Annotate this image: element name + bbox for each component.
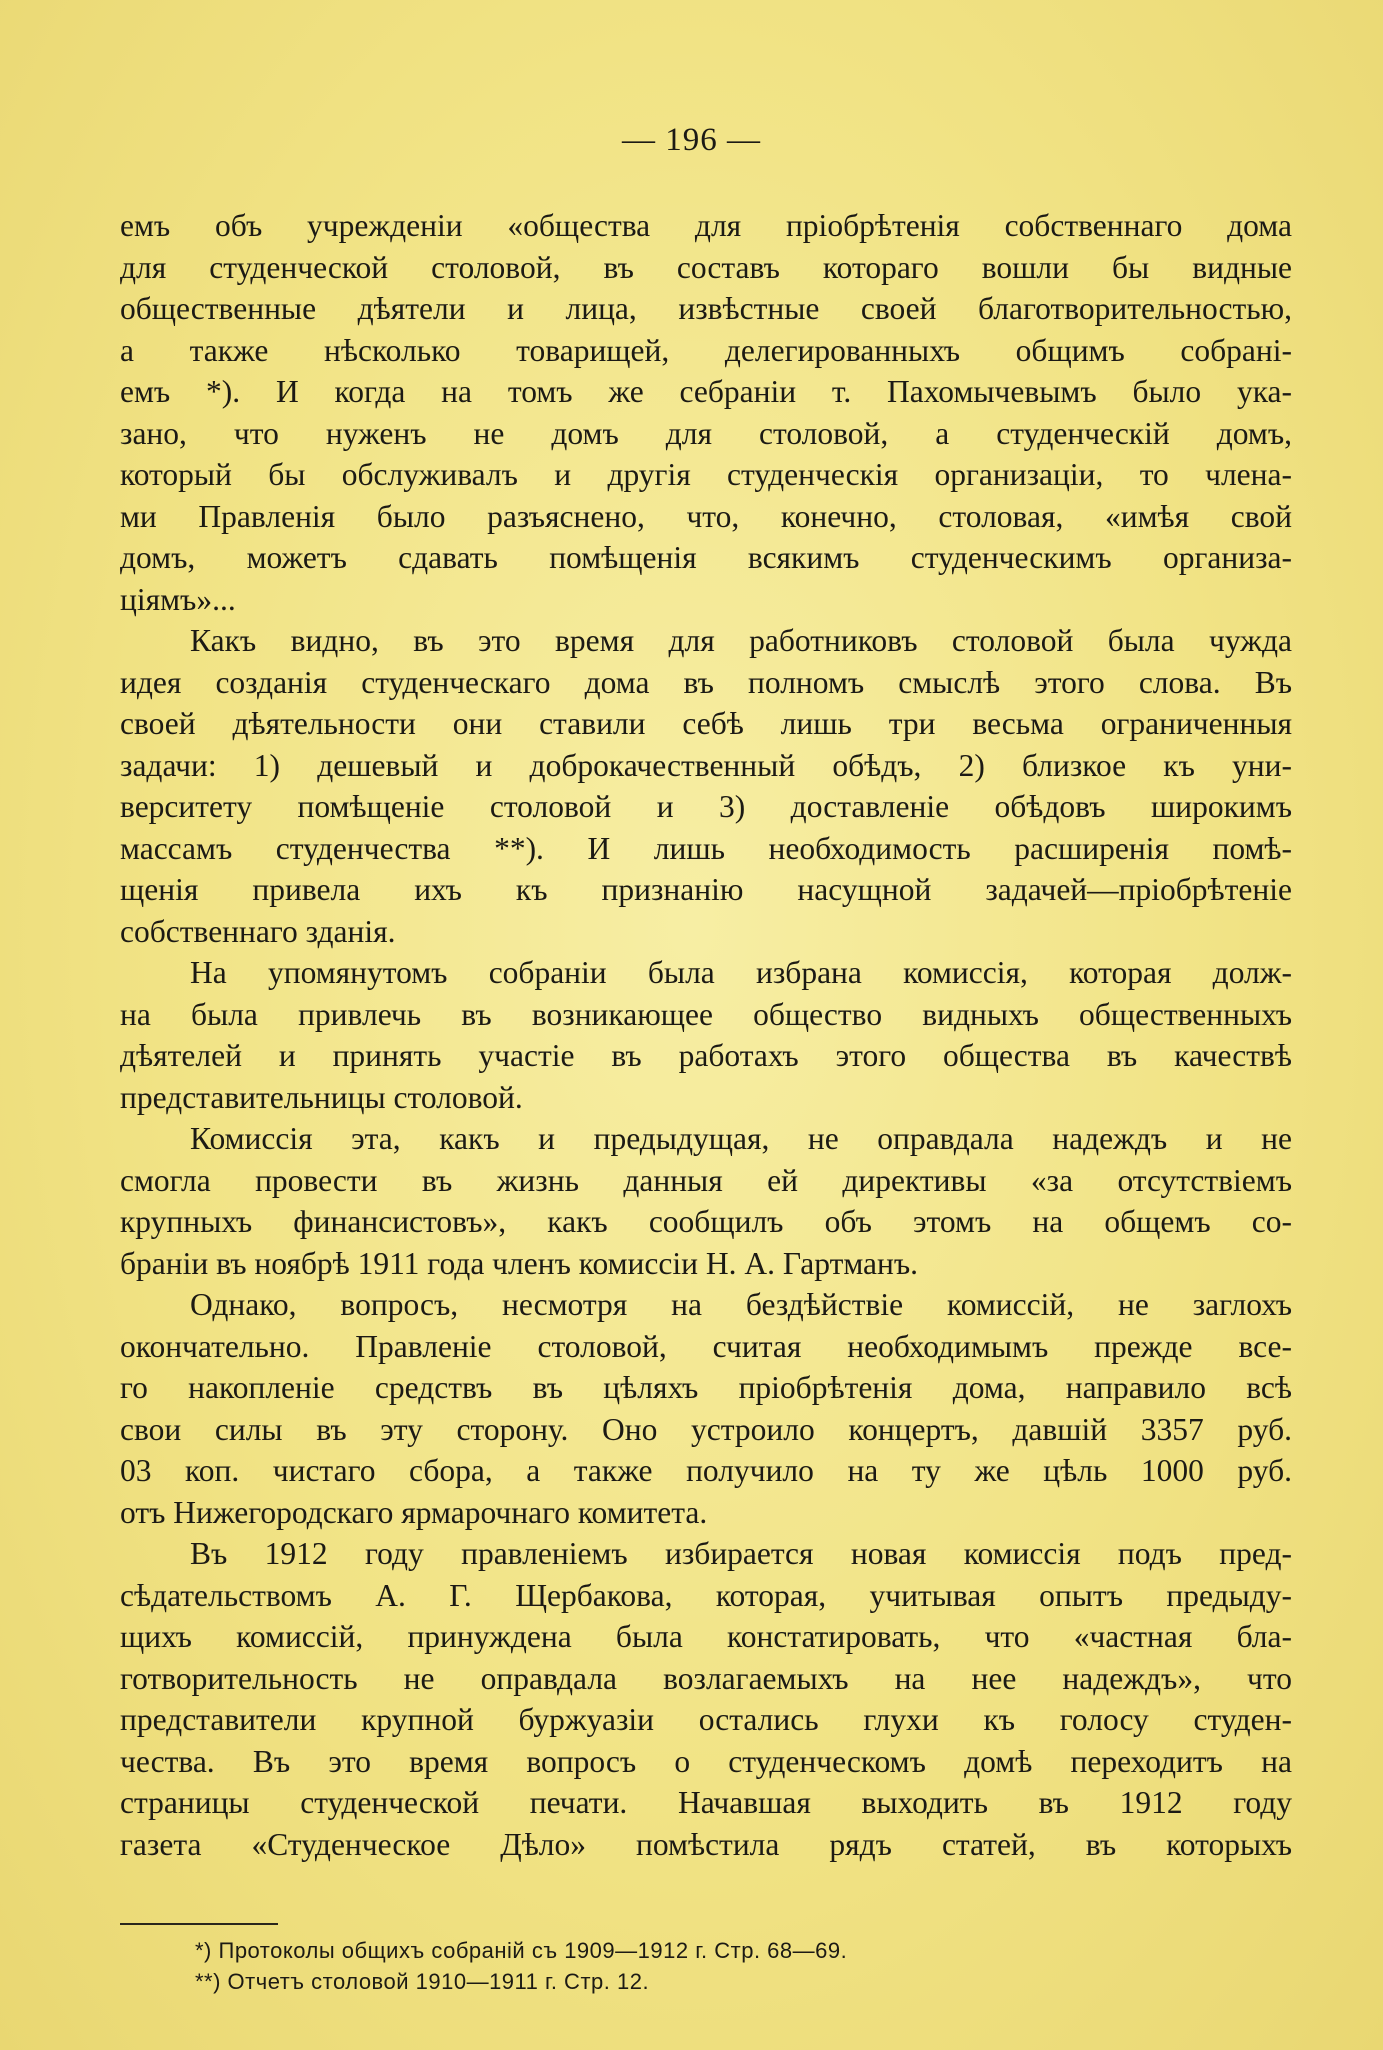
text-line: сѣдательствомъ А. Г. Щербакова, которая, учитывая опытъ предыду- [120,1577,1292,1613]
text-line: зано, что нуженъ не домъ для столовой, а студенческій домъ, [120,415,1292,451]
footnote-divider [120,1923,278,1925]
text-line: емъ *). И когда на томъ же себраніи т. Пахомычевымъ было ука- [120,374,1292,409]
text-line: ціямъ»... [120,581,236,617]
text-line: Въ 1912 году правленіемъ избирается новая комиссія подъ пред- [190,1536,1292,1571]
text-line: 03 коп. чистаго сбора, а также получило на ту же цѣль 1000 руб. [120,1453,1292,1488]
text-line: емъ объ учрежденіи «общества для пріобрѣтенія собственнаго дома [120,208,1292,243]
text-line: на была привлечь въ возникающее общество видныхъ общественныхъ [120,996,1292,1032]
page-number: — 196 — [622,122,761,158]
text-line: страницы студенческой печати. Начавшая выходить въ 1912 году [120,1785,1292,1820]
text-line: чества. Въ это время вопросъ о студенческомъ домѣ переходитъ на [120,1743,1292,1779]
text-line: собственнаго зданія. [120,913,396,949]
text-line: представители крупной буржуазіи остались глухи къ голосу студен- [120,1702,1292,1737]
body-text [120,205,1292,1865]
text-line: газета «Студенческое Дѣло» помѣстила рядъ статей, въ которыхъ [120,1826,1292,1862]
text-line: домъ, можетъ сдавать помѣщенія всякимъ студенческимъ организа- [120,540,1292,575]
text-line: задачи: 1) дешевый и доброкачественный обѣдъ, 2) близкое къ уни- [120,747,1292,783]
text-line: готворительность не оправдала возлагаемыхъ на нее надеждъ», что [120,1660,1292,1696]
footnote-1: *) Протоколы общихъ собраній съ 1909—1912 г. Стр. 68—69. [195,1938,848,1963]
text-line: Какъ видно, въ это время для работниковъ столовой была чужда [190,623,1292,658]
text-line: браніи въ ноябрѣ 1911 года членъ комиссіи Н. А. Гартманъ. [120,1245,919,1281]
text-line: для студенческой столовой, въ составъ котораго вошли бы видные [120,249,1292,285]
text-line: представительницы столовой. [120,1079,523,1115]
text-line: смогла провести въ жизнь данныя ей директивы «за отсутствіемъ [120,1162,1292,1198]
text-line: свои силы въ эту сторону. Оно устроило концертъ, давшій 3357 руб. [120,1411,1292,1447]
footnotes [195,1935,1195,1997]
text-line: Комиссія эта, какъ и предыдущая, не оправдала надеждъ и не [190,1121,1292,1156]
text-line: щихъ комиссій, принуждена была констатировать, что «частная бла- [120,1619,1292,1654]
text-line: крупныхъ финансистовъ», какъ сообщилъ объ этомъ на общемъ со- [120,1204,1292,1239]
footnote-2: **) Отчетъ столовой 1910—1911 г. Стр. 12. [195,1969,650,1994]
text-line: общественные дѣятели и лица, извѣстные своей благотворительностью, [120,291,1292,326]
text-line: щенія привела ихъ къ признанію насущной задачей—пріобрѣтеніе [120,872,1292,907]
text-line: окончательно. Правленіе столовой, считая необходимымъ прежде все- [120,1328,1292,1364]
text-line: своей дѣятельности они ставили себѣ лишь три весьма ограниченныя [120,706,1292,741]
text-line: На упомянутомъ собраніи была избрана комиссія, которая долж- [190,955,1292,990]
text-line: массамъ студенчества **). И лишь необходимость расширенія помѣ- [120,830,1292,866]
text-line: го накопленіе средствъ въ цѣляхъ пріобрѣтенія дома, направило всѣ [120,1370,1292,1405]
text-line: ми Правленія было разъяснено, что, конечно, столовая, «имѣя свой [120,498,1292,534]
text-line: который бы обслуживалъ и другія студенческія организаціи, то члена- [120,457,1292,492]
text-line: идея созданія студенческаго дома въ полномъ смыслѣ этого слова. Въ [120,664,1292,700]
text-line: а также нѣсколько товарищей, делегированныхъ общимъ собрані- [120,332,1292,368]
text-line: верситету помѣщеніе столовой и 3) доставленіе обѣдовъ широкимъ [120,789,1292,824]
text-line: отъ Нижегородскаго ярмарочнаго комитета. [120,1494,708,1530]
text-line: дѣятелей и принять участіе въ работахъ этого общества въ качествѣ [120,1038,1292,1073]
text-line: Однако, вопросъ, несмотря на бездѣйствіе комиссій, не заглохъ [190,1287,1292,1322]
